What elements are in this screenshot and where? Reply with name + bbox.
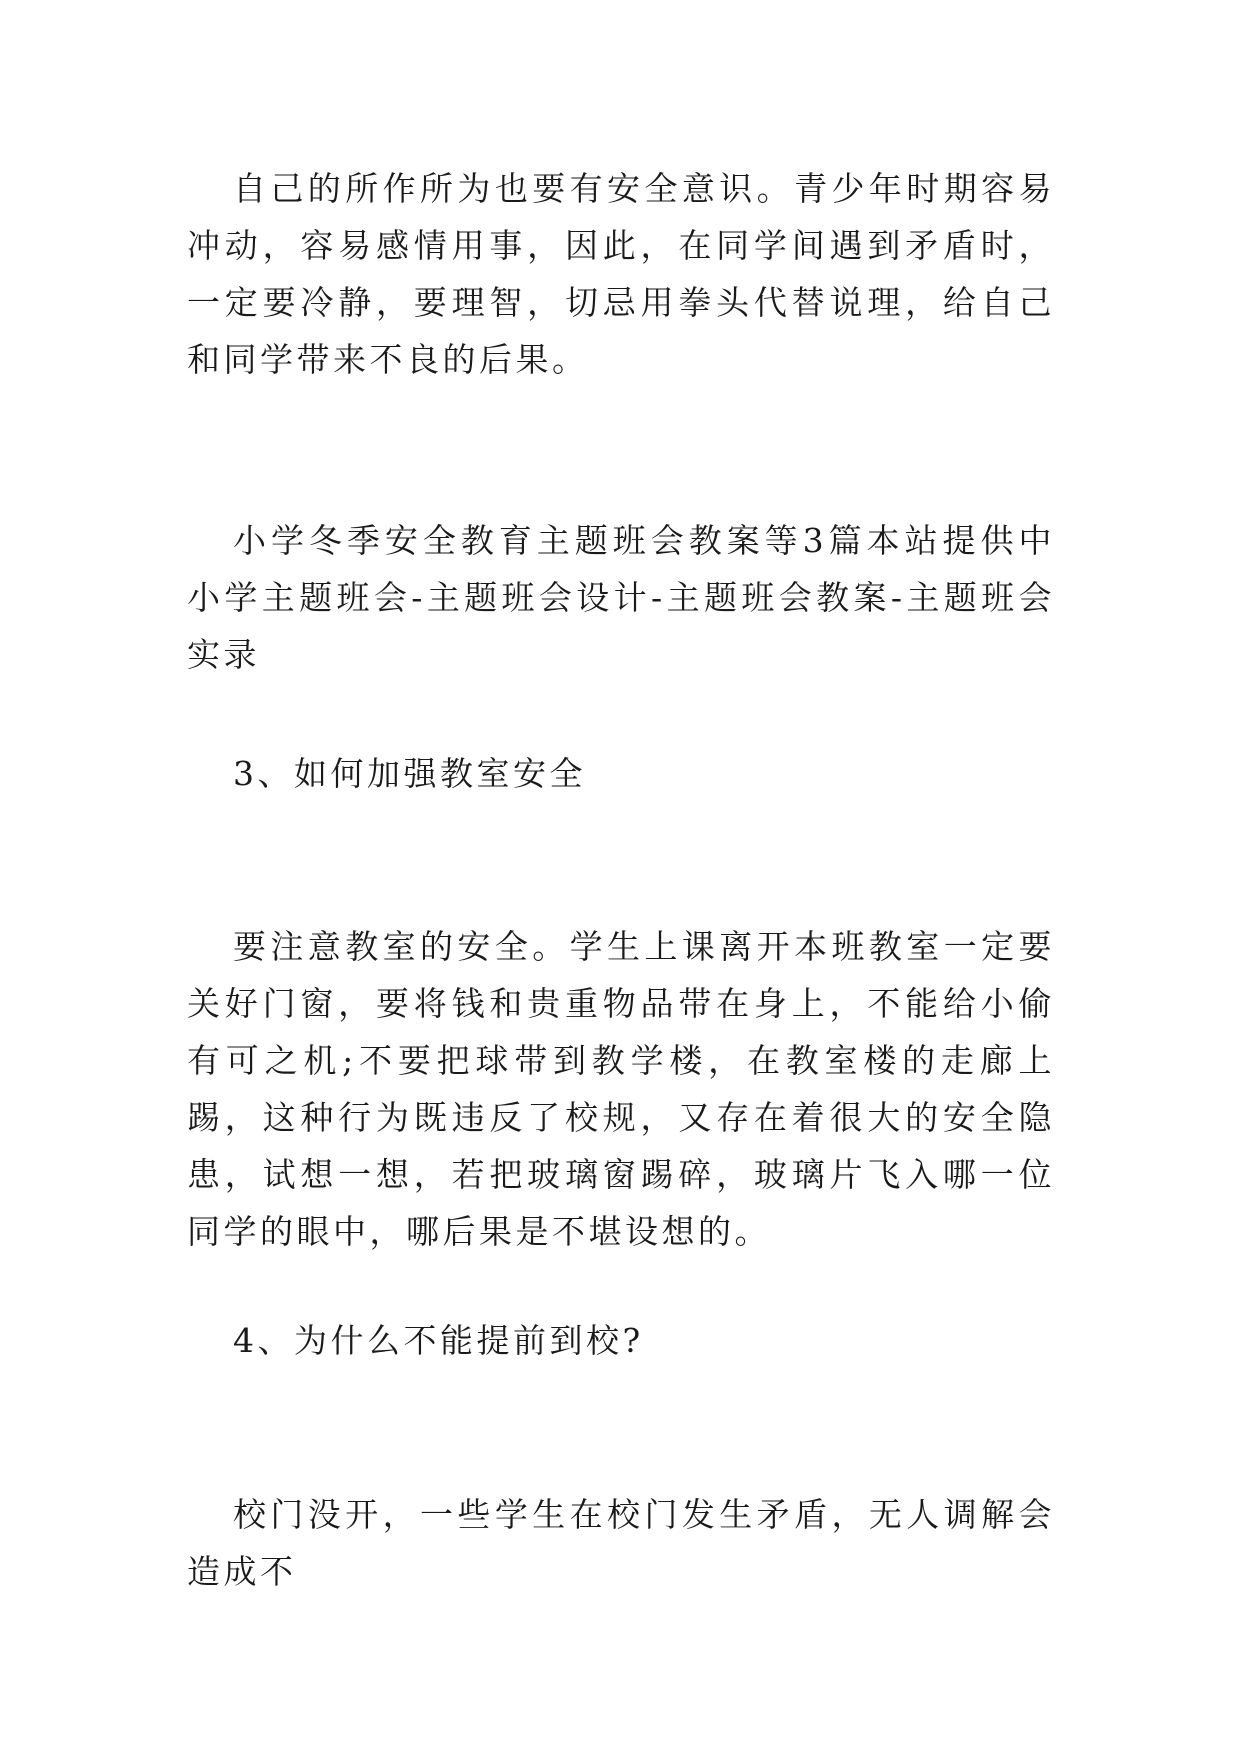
paragraph-source-note: 小学冬季安全教育主题班会教案等3篇本站提供中小学主题班会-主题班会设计-主题班会教案-主题班会实录: [187, 521, 1055, 674]
paragraph-classroom-safety: 要注意教室的安全。学生上课离开本班教室一定要关好门窗，要将钱和贵重物品带在身上，不能给小偷有可之机;不要把球带到教学楼，在教室楼的走廊上踢，这种行为既违反了校规，又存在着很大的安全隐患，试想一想，若把玻璃窗踢碎，玻璃片飞入哪一位同学的眼中，哪后果是不堪设想的。: [187, 927, 1055, 1251]
section-heading-early-arrival: 4、为什么不能提前到校?: [233, 1321, 644, 1360]
paragraph-self-safety-awareness: 自己的所作所为也要有安全意识。青少年时期容易冲动，容易感情用事，因此，在同学间遇到矛盾时，一定要冷静，要理智，切忌用拳头代替说理，给自己和同学带来不良的后果。: [187, 169, 1055, 379]
paragraph-school-gate: 校门没开，一些学生在校门发生矛盾，无人调解会造成不: [187, 1495, 1055, 1591]
section-heading-classroom-safety: 3、如何加强教室安全: [233, 754, 586, 793]
